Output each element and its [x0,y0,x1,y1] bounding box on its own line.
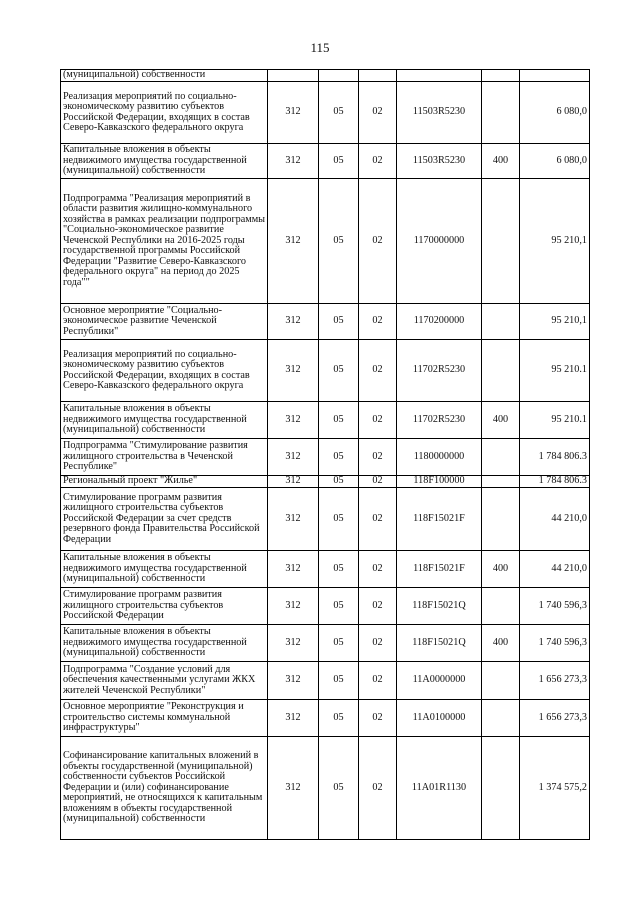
expense-type-code-cell [482,662,520,700]
row-name-cell: Подпрограмма "Реализация мероприятий в области развития жилищно-коммунального хозяйства в рамках реализации подпрограммы "Социально-экономическое развитие Чеченской Республики на 2016-2025 годы государственной программы Российской Федерации "Развитие Северо-Кавказского федерального округа" на период до 2025 года"" [61,179,268,304]
ved-code-cell: 312 [268,700,319,737]
expense-type-code-cell [482,70,520,82]
section-code-cell: 05 [319,179,359,304]
ved-code-cell: 312 [268,488,319,551]
expense-type-code-cell [482,340,520,402]
ved-code-cell [268,70,319,82]
row-name-cell: Региональный проект "Жилье" [61,476,268,488]
row-name-cell: Стимулирование программ развития жилищного строительства субъектов Российской Федерации [61,588,268,625]
subsection-code-cell: 02 [359,700,397,737]
section-code-cell: 05 [319,588,359,625]
table-row [61,179,590,304]
row-name-cell: Стимулирование программ развития жилищного строительства субъектов Российской Федерации за счет средств резервного фонда Правительства Российской Федерации [61,488,268,551]
section-code-cell: 05 [319,662,359,700]
target-article-code-cell: 1180000000 [397,439,482,476]
section-code-cell [319,70,359,82]
table-row [61,340,590,402]
row-name-cell: Реализация мероприятий по социально-экономическому развитию субъектов Российской Федерации, входящих в состав Северо-Кавказского федерального округа [61,82,268,144]
subsection-code-cell: 02 [359,82,397,144]
ved-code-cell: 312 [268,588,319,625]
subsection-code-cell: 02 [359,588,397,625]
table-row [61,488,590,551]
expense-type-code-cell [482,476,520,488]
ved-code-cell: 312 [268,737,319,840]
amount-cell: 95 210.1 [520,340,590,402]
target-article-code-cell [397,70,482,82]
amount-cell: 1 740 596,3 [520,625,590,662]
ved-code-cell: 312 [268,662,319,700]
subsection-code-cell: 02 [359,476,397,488]
target-article-code-cell: 1170200000 [397,304,482,340]
target-article-code-cell: 11503R5230 [397,82,482,144]
target-article-code-cell: 118F15021F [397,488,482,551]
section-code-cell: 05 [319,551,359,588]
amount-cell: 44 210,0 [520,488,590,551]
expense-type-code-cell [482,700,520,737]
ved-code-cell: 312 [268,82,319,144]
target-article-code-cell: 11А0100000 [397,700,482,737]
amount-cell: 1 784 806.3 [520,476,590,488]
section-code-cell: 05 [319,737,359,840]
page-number: 115 [310,40,330,55]
section-code-cell: 05 [319,340,359,402]
amount-cell: 95 210.1 [520,402,590,439]
target-article-code-cell: 1170000000 [397,179,482,304]
section-code-cell: 05 [319,488,359,551]
row-name-cell: Софинансирование капитальных вложений в объекты государственной (муниципальной) собственности субъектов Российской Федерации и (или) софинансирование мероприятий, не относящихся к капитальным вложениям в объекты государственной (муниципальной) собственности [61,737,268,840]
ved-code-cell: 312 [268,439,319,476]
table-row [61,304,590,340]
table-row [61,402,590,439]
amount-cell: 1 374 575,2 [520,737,590,840]
target-article-code-cell: 11503R5230 [397,144,482,179]
ved-code-cell: 312 [268,179,319,304]
subsection-code-cell: 02 [359,625,397,662]
ved-code-cell: 312 [268,340,319,402]
target-article-code-cell: 118F15021F [397,551,482,588]
section-code-cell: 05 [319,700,359,737]
section-code-cell: 05 [319,82,359,144]
budget-table [60,69,590,840]
amount-cell [520,70,590,82]
amount-cell: 1 784 806.3 [520,439,590,476]
section-code-cell: 05 [319,476,359,488]
subsection-code-cell: 02 [359,439,397,476]
table-row [61,476,590,488]
row-name-cell: Капитальные вложения в объекты недвижимого имущества государственной (муниципальной) собственности [61,551,268,588]
amount-cell: 44 210,0 [520,551,590,588]
row-name-cell: Капитальные вложения в объекты недвижимого имущества государственной (муниципальной) собственности [61,402,268,439]
target-article-code-cell: 118F100000 [397,476,482,488]
amount-cell: 6 080,0 [520,82,590,144]
table-row [61,439,590,476]
target-article-code-cell: 118F15021Q [397,588,482,625]
target-article-code-cell: 118F15021Q [397,625,482,662]
row-name-cell: Основное мероприятие "Реконструкция и строительство системы коммунальной инфраструктуры" [61,700,268,737]
expense-type-code-cell [482,737,520,840]
table-row [61,625,590,662]
expense-type-code-cell [482,488,520,551]
expense-type-code-cell: 400 [482,402,520,439]
expense-type-code-cell: 400 [482,551,520,588]
subsection-code-cell: 02 [359,340,397,402]
table-row [61,82,590,144]
subsection-code-cell: 02 [359,304,397,340]
target-article-code-cell: 11702R5230 [397,340,482,402]
subsection-code-cell: 02 [359,179,397,304]
row-name-cell: Реализация мероприятий по социально-экономическому развитию субъектов Российской Федерации, входящих в состав Северо-Кавказского федерального округа [61,340,268,402]
section-code-cell: 05 [319,439,359,476]
row-name-cell: (муниципальной) собственности [61,70,268,82]
table-row [61,551,590,588]
ved-code-cell: 312 [268,144,319,179]
ved-code-cell: 312 [268,304,319,340]
subsection-code-cell: 02 [359,488,397,551]
ved-code-cell: 312 [268,625,319,662]
table-row [61,700,590,737]
ved-code-cell: 312 [268,402,319,439]
table-row [61,662,590,700]
row-name-cell: Основное мероприятие "Социально-экономическое развитие Чеченской Республики" [61,304,268,340]
amount-cell: 95 210,1 [520,304,590,340]
section-code-cell: 05 [319,304,359,340]
table-row [61,737,590,840]
table-row [61,144,590,179]
row-name-cell: Капитальные вложения в объекты недвижимого имущества государственной (муниципальной) собственности [61,625,268,662]
expense-type-code-cell [482,439,520,476]
table-row [61,588,590,625]
ved-code-cell: 312 [268,551,319,588]
subsection-code-cell: 02 [359,662,397,700]
subsection-code-cell: 02 [359,144,397,179]
expense-type-code-cell [482,588,520,625]
row-name-cell: Подпрограмма "Стимулирование развития жилищного строительства в Чеченской Республике" [61,439,268,476]
row-name-cell: Капитальные вложения в объекты недвижимого имущества государственной (муниципальной) собственности [61,144,268,179]
ved-code-cell: 312 [268,476,319,488]
amount-cell: 1 656 273,3 [520,662,590,700]
amount-cell: 6 080,0 [520,144,590,179]
table-row [61,70,590,82]
subsection-code-cell: 02 [359,551,397,588]
section-code-cell: 05 [319,402,359,439]
target-article-code-cell: 11А0000000 [397,662,482,700]
expense-type-code-cell [482,304,520,340]
section-code-cell: 05 [319,144,359,179]
row-name-cell: Подпрограмма "Создание условий для обеспечения качественными услугами ЖКХ жителей Чеченской Республики" [61,662,268,700]
expense-type-code-cell: 400 [482,625,520,662]
subsection-code-cell: 02 [359,402,397,439]
amount-cell: 1 656 273,3 [520,700,590,737]
subsection-code-cell [359,70,397,82]
section-code-cell: 05 [319,625,359,662]
amount-cell: 1 740 596,3 [520,588,590,625]
target-article-code-cell: 11702R5230 [397,402,482,439]
subsection-code-cell: 02 [359,737,397,840]
expense-type-code-cell: 400 [482,144,520,179]
expense-type-code-cell [482,179,520,304]
expense-type-code-cell [482,82,520,144]
amount-cell: 95 210,1 [520,179,590,304]
target-article-code-cell: 11А01R1130 [397,737,482,840]
